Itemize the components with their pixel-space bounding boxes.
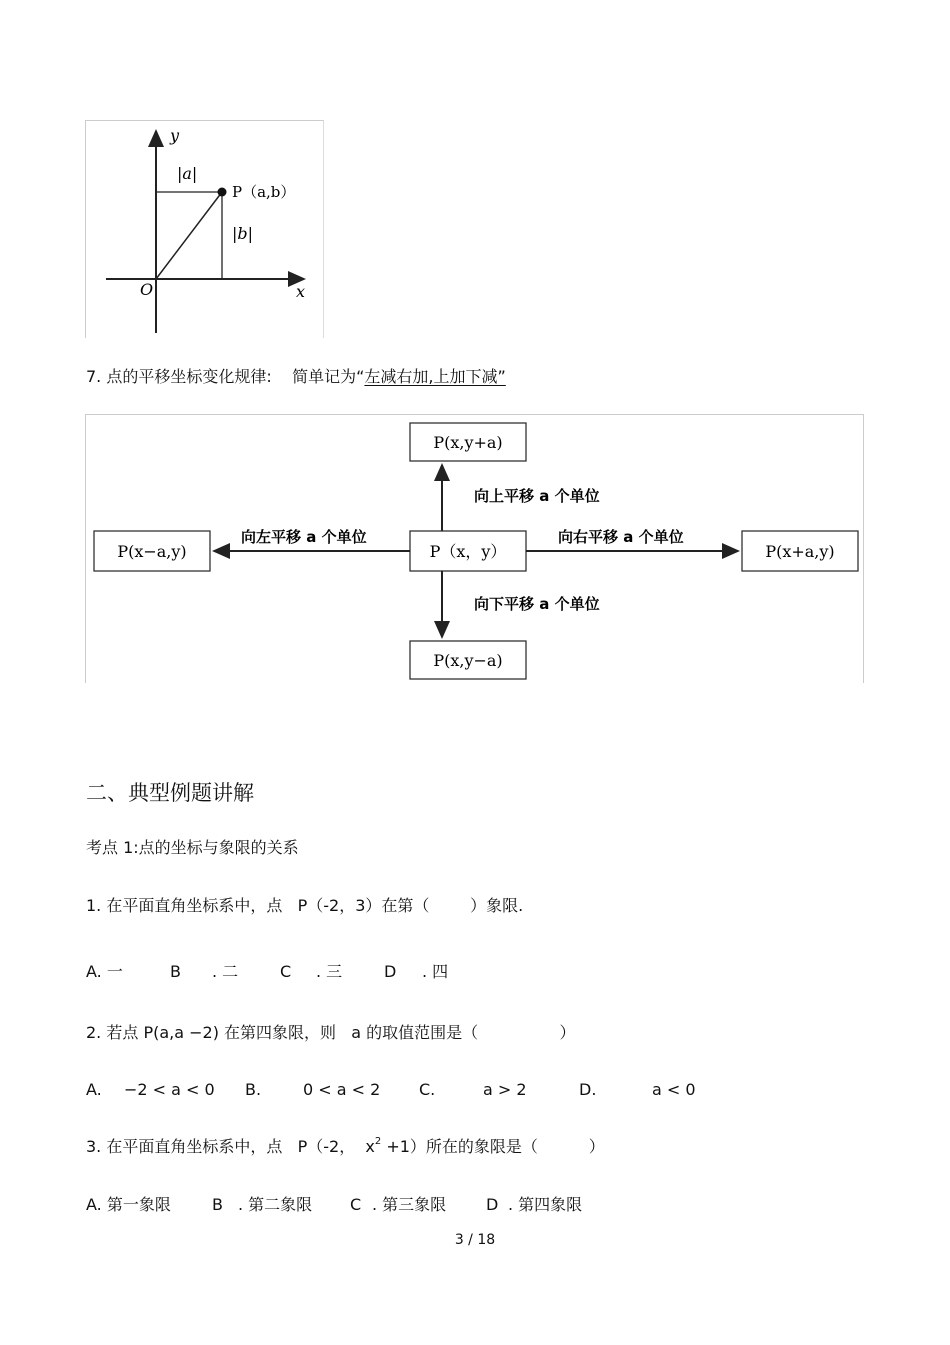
section7-part1: 左减右加, bbox=[364, 367, 434, 386]
kaodian-label: 考点 1:点的坐标与象限的关系 bbox=[86, 838, 299, 857]
left-label: 向左平移 a 个单位 bbox=[241, 528, 367, 546]
coordinate-figure-svg bbox=[86, 121, 323, 338]
q3-option-c-letter: C bbox=[350, 1195, 362, 1214]
q3-option-b-letter: B bbox=[212, 1195, 223, 1214]
q3-stem-b: +1）所在的象限是（ ） bbox=[381, 1137, 605, 1156]
box-center-label: P（x，y） bbox=[429, 542, 507, 561]
q3-option-a: A. 第一象限 bbox=[86, 1195, 171, 1214]
q1-option-c-text: . 三 bbox=[316, 962, 343, 981]
right-label: 向右平移 a 个单位 bbox=[558, 528, 684, 546]
coordinate-figure bbox=[85, 120, 324, 338]
page-number: 3 / 18 bbox=[454, 1232, 496, 1248]
q1-option-d-text: . 四 bbox=[422, 962, 449, 981]
q3-option-d-letter: D bbox=[486, 1195, 499, 1214]
q2-option-c-text: a > 2 bbox=[483, 1080, 527, 1099]
box-bottom-label: P(x,y−a) bbox=[433, 651, 503, 670]
q3-option-d-text: . 第四象限 bbox=[508, 1195, 583, 1214]
q2-option-d-letter: D. bbox=[579, 1080, 597, 1099]
box-right-label: P(x+a,y) bbox=[765, 542, 835, 561]
translation-diagram-svg bbox=[86, 415, 863, 683]
y-axis-label: y bbox=[170, 126, 180, 145]
section-heading: 二、典型例题讲解 bbox=[86, 781, 254, 805]
question-3-stem bbox=[86, 1137, 605, 1160]
q2-option-b-letter: B. bbox=[245, 1080, 262, 1099]
section7-prefix: 7. 点的平移坐标变化规律: bbox=[86, 367, 272, 386]
x-axis-label: x bbox=[296, 282, 306, 301]
box-left-label: P(x−a,y) bbox=[117, 542, 187, 561]
q2-option-a-text: −2 < a < 0 bbox=[124, 1080, 215, 1099]
down-label: 向下平移 a 个单位 bbox=[474, 595, 600, 613]
a-abs-label: |a| bbox=[177, 164, 198, 183]
section7-line bbox=[86, 367, 506, 387]
box-top-label: P(x,y+a) bbox=[433, 433, 503, 452]
question-2-stem: 2. 若点 P(a,a −2) 在第四象限，则 a 的取值范围是（ ） bbox=[86, 1023, 576, 1042]
op-segment bbox=[156, 192, 222, 279]
section7-part2: 上加下减” bbox=[433, 367, 506, 386]
origin-label: O bbox=[140, 280, 154, 299]
translation-diagram bbox=[85, 414, 864, 683]
point-p-label: P（a,b） bbox=[232, 183, 296, 201]
point-p bbox=[218, 188, 227, 197]
q1-option-a: A. 一 bbox=[86, 962, 123, 981]
q3-stem-a: 3. 在平面直角坐标系中，点 P（-2， x bbox=[86, 1137, 375, 1156]
q2-option-c-letter: C. bbox=[419, 1080, 436, 1099]
q3-option-c-text: . 第三象限 bbox=[372, 1195, 447, 1214]
q3-option-b-text: . 第二象限 bbox=[238, 1195, 313, 1214]
q2-option-a-letter: A. bbox=[86, 1080, 102, 1099]
q1-option-b-letter: B bbox=[170, 962, 181, 981]
section7-middle: 简单记为“ bbox=[292, 367, 365, 386]
q1-option-c-letter: C bbox=[280, 962, 292, 981]
q1-option-d-letter: D bbox=[384, 962, 397, 981]
q1-option-b-text: . 二 bbox=[212, 962, 239, 981]
b-abs-label: |b| bbox=[232, 224, 254, 243]
up-label: 向上平移 a 个单位 bbox=[474, 487, 600, 505]
q3-exponent: 2 bbox=[374, 1136, 382, 1147]
question-1-stem: 1. 在平面直角坐标系中，点 P（-2，3）在第（ ）象限. bbox=[86, 896, 524, 915]
q2-option-d-text: a < 0 bbox=[652, 1080, 696, 1099]
q2-option-b-text: 0 < a < 2 bbox=[303, 1080, 381, 1099]
